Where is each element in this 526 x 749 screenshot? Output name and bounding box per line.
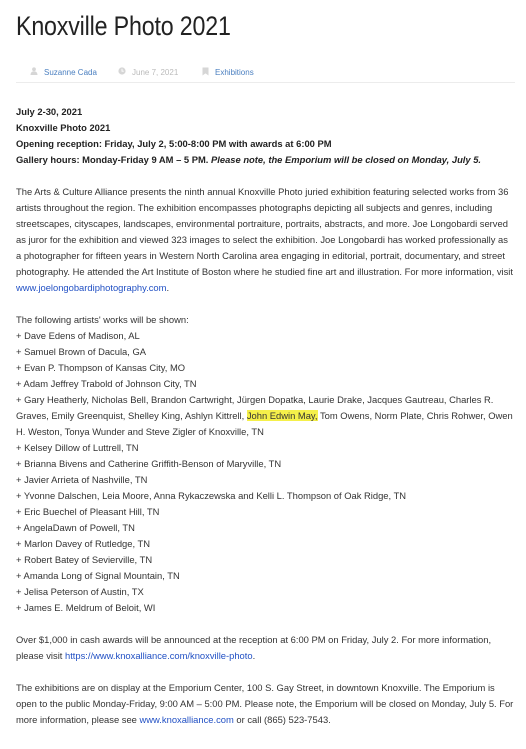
list-item: + Robert Batey of Sevierville, TN — [16, 554, 153, 565]
list-item: + Brianna Bivens and Catherine Griffith-Benson of Maryville, TN — [16, 458, 282, 469]
closure-note: Please note, the Emporium will be closed on Monday, July 5. — [211, 154, 482, 165]
meta-date — [118, 67, 178, 77]
gallery-hours: Gallery hours: Monday-Friday 9 AM – 5 PM. — [16, 154, 209, 165]
list-item: + AngelaDawn of Powell, TN — [16, 522, 135, 533]
location-end: or call (865) 523-7543. — [233, 714, 331, 725]
post-meta — [16, 62, 515, 83]
event-dates: July 2-30, 2021 — [16, 106, 83, 117]
list-item: + Adam Jeffrey Trabold of Johnson City, TN — [16, 378, 197, 389]
list-item: + Amanda Long of Signal Mountain, TN — [16, 570, 180, 581]
opening-reception: Opening reception: Friday, July 2, 5:00-8:00 PM with awards at 6:00 PM — [16, 138, 332, 149]
description-end: . — [166, 282, 170, 293]
list-item: + Samuel Brown of Dacula, GA — [16, 346, 147, 357]
awards-text: Over $1,000 in cash awards will be announced at the reception at 6:00 PM on Friday, July 2. For more information, please visit — [16, 634, 492, 661]
list-item: + Yvonne Dalschen, Leia Moore, Anna Rykaczewska and Kelli L. Thompson of Oak Ridge, TN — [16, 490, 407, 501]
awards-end: . — [252, 650, 256, 661]
article-body — [16, 104, 515, 744]
highlighted-artist: John Edwin May, — [246, 410, 318, 421]
artists-intro: The following artists' works will be shown: — [16, 314, 189, 325]
list-item: + Javier Arrieta of Nashville, TN — [16, 474, 148, 485]
category-link[interactable]: Exhibitions — [215, 68, 254, 77]
artists-section — [16, 312, 515, 616]
event-details — [16, 104, 515, 168]
list-item: + Marlon Davey of Rutledge, TN — [16, 538, 151, 549]
location-text: The exhibitions are on display at the Emporium Center, 100 S. Gay Street, in downtown Knoxville. The Emporium is open to the public Monday-Friday, 9:00 AM – 5:00 PM. Please note, the Emporium will be closed on Monday, July 5. For more information, please see — [16, 682, 514, 725]
list-item-knoxville — [16, 392, 515, 440]
knoxville-photo-link[interactable]: https://www.knoxalliance.com/knoxville-photo — [64, 650, 253, 661]
list-item: + Evan P. Thompson of Kansas City, MO — [16, 362, 186, 373]
page-title: Knoxville Photo 2021 — [16, 11, 231, 41]
juror-website-link[interactable]: www.joelongobardiphotography.com — [16, 282, 167, 293]
list-item: + Jelisa Peterson of Austin, TX — [16, 586, 144, 597]
list-item: + Dave Edens of Madison, AL — [16, 330, 140, 341]
list-item: + James E. Meldrum of Beloit, WI — [16, 602, 156, 613]
post-date: June 7, 2021 — [132, 67, 179, 77]
description-text: The Arts & Culture Alliance presents the ninth annual Knoxville Photo juried exhibition featuring selected works from 36 artists throughout the region. The exhibition encompasses photographs depicting all subjects and genres, including streetscapes, cityscapes, landscapes, environmental portraiture, portraits, abstracts, and more. Joe Longobardi served as juror for the exhibition and viewed 323 images to select the exhibition. Joe Longobardi has worked professionally as a photographer for fifteen years in Western North Carolina area engaging in editorial, portrait, documentary, and street photography. He attended the Art Institute of Boston where he studied fine art and illustration. For more information, visit — [16, 186, 513, 277]
location-paragraph — [16, 680, 515, 728]
list-item: + Eric Buechel of Pleasant Hill, TN — [16, 506, 160, 517]
clock-icon — [118, 67, 126, 77]
awards-paragraph — [16, 632, 515, 664]
meta-author — [30, 67, 97, 77]
gallery-hours-line — [16, 152, 515, 168]
event-name: Knoxville Photo 2021 — [16, 122, 111, 133]
knoxville-artists-part1: + Gary Heatherly, Nicholas Bell, Brandon Cartwright, Jürgen Dopatka, Laurie Drake, Jacques Gautreau, Charles R. Graves, Emily Greenquist, Shelley King, Ashlyn Kittrell, — [16, 394, 494, 421]
user-icon — [30, 67, 38, 77]
folder-icon — [202, 67, 209, 78]
description-paragraph — [16, 184, 515, 296]
author-link[interactable]: Suzanne Cada — [44, 67, 97, 77]
list-item: + Kelsey Dillow of Luttrell, TN — [16, 442, 139, 453]
knoxalliance-link[interactable]: www.knoxalliance.com — [139, 714, 234, 725]
knoxville-artists-part2: Tom Owens, Norm Plate, Chris Rohwer, Owen H. Weston, Tonya Wunder and Steve Zigler of Knoxville, TN — [16, 410, 513, 437]
meta-category — [202, 67, 254, 78]
